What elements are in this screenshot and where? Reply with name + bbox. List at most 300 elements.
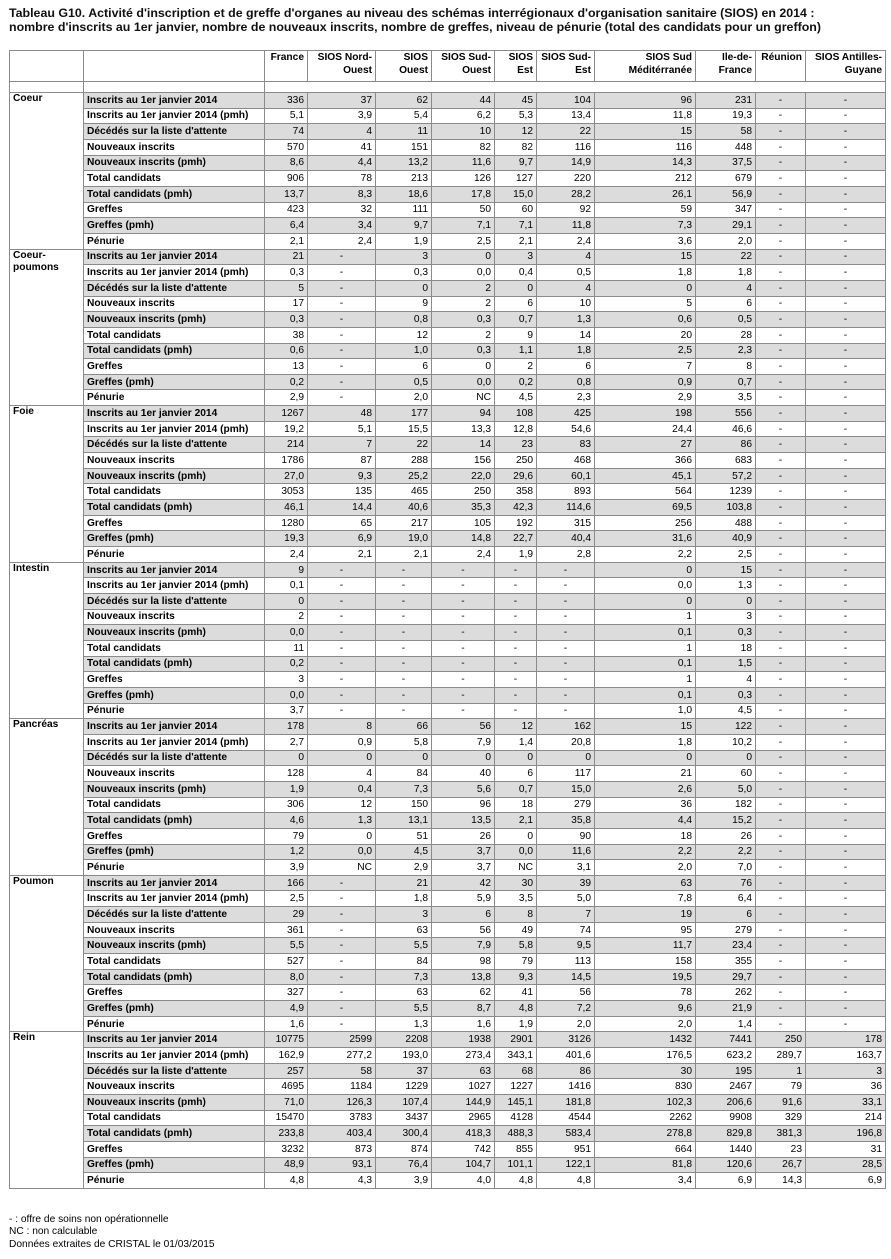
table-cell: 51	[376, 828, 432, 844]
table-cell: 13,1	[376, 813, 432, 829]
table-cell: 37	[376, 1063, 432, 1079]
table-cell: -	[756, 672, 806, 688]
table-cell: 84	[376, 954, 432, 970]
table-cell: 3,5	[495, 891, 537, 907]
table-row	[10, 531, 886, 547]
table-row	[10, 155, 886, 171]
table-row	[10, 1079, 886, 1095]
table-cell: 122,1	[537, 1157, 595, 1173]
table-cell: -	[308, 875, 376, 891]
row-label: Pénurie	[84, 547, 265, 563]
table-cell: 92	[537, 202, 595, 218]
table-cell: -	[537, 640, 595, 656]
table-row	[10, 1126, 886, 1142]
row-label: Greffes (pmh)	[84, 687, 265, 703]
table-cell: -	[806, 609, 886, 625]
table-cell: -	[806, 922, 886, 938]
table-cell: 91,6	[756, 1095, 806, 1111]
table-cell: 0	[495, 750, 537, 766]
table-cell: -	[756, 500, 806, 516]
table-cell: 4,9	[265, 1001, 308, 1017]
table-cell: 4	[696, 672, 756, 688]
table-cell: 2,0	[696, 233, 756, 249]
table-row	[10, 312, 886, 328]
table-cell: 366	[595, 453, 696, 469]
table-cell: 42,3	[495, 500, 537, 516]
table-cell: 0,0	[432, 265, 495, 281]
table-cell: -	[806, 265, 886, 281]
table-cell: 22,7	[495, 531, 537, 547]
table-cell: 315	[537, 515, 595, 531]
table-row	[10, 1001, 886, 1017]
table-cell: 69,5	[595, 500, 696, 516]
table-cell: -	[308, 343, 376, 359]
table-cell: -	[432, 609, 495, 625]
table-cell: 12	[495, 719, 537, 735]
table-cell: 6,9	[308, 531, 376, 547]
table-row	[10, 750, 886, 766]
table-cell: 0	[696, 750, 756, 766]
table-cell: 2467	[696, 1079, 756, 1095]
table-cell: 23	[495, 437, 537, 453]
row-label: Total candidats (pmh)	[84, 500, 265, 516]
table-cell: 2,3	[696, 343, 756, 359]
table-cell: 465	[376, 484, 432, 500]
table-cell: 48,9	[265, 1157, 308, 1173]
table-cell: 9,6	[595, 1001, 696, 1017]
table-cell: 0,8	[376, 312, 432, 328]
table-cell: 14,4	[308, 500, 376, 516]
table-cell: -	[806, 312, 886, 328]
table-cell: 2,2	[595, 547, 696, 563]
table-cell: 3053	[265, 484, 308, 500]
table-cell: 2,4	[265, 547, 308, 563]
table-row	[10, 797, 886, 813]
table-cell: 4,4	[308, 155, 376, 171]
table-cell: 37,5	[696, 155, 756, 171]
table-row	[10, 656, 886, 672]
table-cell: 1,9	[265, 781, 308, 797]
table-cell: 23	[756, 1141, 806, 1157]
data-table	[9, 50, 886, 1189]
table-cell: -	[756, 280, 806, 296]
table-cell: 0	[265, 594, 308, 610]
table-cell: -	[806, 202, 886, 218]
table-cell: -	[376, 625, 432, 641]
table-cell: 0,3	[432, 312, 495, 328]
table-cell: 4	[696, 280, 756, 296]
table-cell: 664	[595, 1141, 696, 1157]
table-cell: 2	[495, 359, 537, 375]
table-cell: 196,8	[806, 1126, 886, 1142]
table-cell: 893	[537, 484, 595, 500]
table-cell: 96	[432, 797, 495, 813]
table-cell: 2,2	[595, 844, 696, 860]
table-cell: 3,7	[432, 860, 495, 876]
table-cell: 3,9	[376, 1173, 432, 1189]
table-cell: 40,4	[537, 531, 595, 547]
row-label: Inscrits au 1er janvier 2014 (pmh)	[84, 265, 265, 281]
table-cell: 6	[696, 296, 756, 312]
table-cell: 23,4	[696, 938, 756, 954]
table-cell: 257	[265, 1063, 308, 1079]
table-cell: 278,8	[595, 1126, 696, 1142]
table-cell: -	[308, 609, 376, 625]
table-cell: 79	[265, 828, 308, 844]
row-label: Total candidats	[84, 327, 265, 343]
table-cell: 11,7	[595, 938, 696, 954]
row-label: Décédés sur la liste d'attente	[84, 594, 265, 610]
table-cell: 8	[308, 719, 376, 735]
table-cell: 0,6	[595, 312, 696, 328]
table-cell: 0,5	[537, 265, 595, 281]
table-cell: 19,3	[265, 531, 308, 547]
table-cell: 19,5	[595, 969, 696, 985]
table-cell: 1	[756, 1063, 806, 1079]
table-cell: -	[537, 625, 595, 641]
table-cell: -	[806, 813, 886, 829]
table-cell: -	[537, 656, 595, 672]
table-cell: 33,1	[806, 1095, 886, 1111]
table-cell: 1,3	[537, 312, 595, 328]
table-cell: -	[495, 656, 537, 672]
table-cell: -	[537, 703, 595, 719]
table-cell: 0,4	[308, 781, 376, 797]
table-cell: -	[756, 891, 806, 907]
table-cell: 113	[537, 954, 595, 970]
table-cell: 13,3	[432, 421, 495, 437]
table-cell: 556	[696, 406, 756, 422]
table-cell: 6,2	[432, 108, 495, 124]
table-cell: -	[432, 656, 495, 672]
table-cell: 45	[495, 93, 537, 109]
table-cell: 358	[495, 484, 537, 500]
table-cell: 10775	[265, 1032, 308, 1048]
table-cell: 1,8	[537, 343, 595, 359]
row-label: Inscrits au 1er janvier 2014 (pmh)	[84, 734, 265, 750]
table-cell: 4695	[265, 1079, 308, 1095]
table-cell: 82	[432, 139, 495, 155]
organ-label: Coeur-poumons	[10, 249, 84, 406]
table-cell: 14,9	[537, 155, 595, 171]
table-row	[10, 108, 886, 124]
table-cell: -	[432, 578, 495, 594]
table-cell: 93,1	[308, 1157, 376, 1173]
table-cell: -	[806, 186, 886, 202]
table-cell: 71,0	[265, 1095, 308, 1111]
row-label: Greffes (pmh)	[84, 1001, 265, 1017]
table-cell: 4544	[537, 1110, 595, 1126]
table-cell: 951	[537, 1141, 595, 1157]
table-row	[10, 578, 886, 594]
table-cell: 60	[696, 766, 756, 782]
table-cell: 5,4	[376, 108, 432, 124]
table-cell: 2,8	[537, 547, 595, 563]
table-row	[10, 202, 886, 218]
table-row	[10, 406, 886, 422]
table-cell: -	[756, 437, 806, 453]
table-cell: 0	[595, 562, 696, 578]
table-cell: 198	[595, 406, 696, 422]
table-cell: -	[806, 515, 886, 531]
table-cell: -	[308, 891, 376, 907]
table-cell: 3,7	[432, 844, 495, 860]
table-cell: 288	[376, 453, 432, 469]
table-cell: -	[756, 374, 806, 390]
table-cell: 289,7	[756, 1048, 806, 1064]
organ-label: Poumon	[10, 875, 84, 1032]
table-body	[10, 93, 886, 1189]
table-cell: -	[806, 421, 886, 437]
table-cell: NC	[308, 860, 376, 876]
table-cell: 3	[806, 1063, 886, 1079]
table-cell: 9,7	[376, 218, 432, 234]
table-cell: -	[806, 359, 886, 375]
table-cell: 0	[696, 594, 756, 610]
table-cell: 102,3	[595, 1095, 696, 1111]
table-cell: 9908	[696, 1110, 756, 1126]
table-cell: 2901	[495, 1032, 537, 1048]
table-row	[10, 625, 886, 641]
table-cell: 0,7	[696, 374, 756, 390]
table-cell: 3	[696, 609, 756, 625]
table-row	[10, 374, 886, 390]
table-cell: 22	[696, 249, 756, 265]
table-cell: -	[756, 547, 806, 563]
table-cell: 5,5	[376, 938, 432, 954]
table-cell: 78	[595, 985, 696, 1001]
table-cell: 14,3	[595, 155, 696, 171]
row-label: Greffes (pmh)	[84, 1157, 265, 1173]
table-cell: -	[376, 578, 432, 594]
table-cell: 178	[265, 719, 308, 735]
table-cell: 9,5	[537, 938, 595, 954]
table-row	[10, 672, 886, 688]
table-cell: -	[756, 797, 806, 813]
table-cell: -	[806, 1016, 886, 1032]
table-cell: 26	[696, 828, 756, 844]
table-cell: 182	[696, 797, 756, 813]
table-row	[10, 828, 886, 844]
table-cell: 7,9	[432, 734, 495, 750]
table-cell: 564	[595, 484, 696, 500]
table-cell: 3437	[376, 1110, 432, 1126]
table-cell: 0,0	[308, 844, 376, 860]
organ-label: Pancréas	[10, 719, 84, 876]
table-cell: 2,9	[595, 390, 696, 406]
row-label: Inscrits au 1er janvier 2014 (pmh)	[84, 108, 265, 124]
table-cell: 1,9	[376, 233, 432, 249]
table-cell: 193,0	[376, 1048, 432, 1064]
table-cell: -	[537, 578, 595, 594]
table-cell: 2,1	[308, 547, 376, 563]
table-cell: 401,6	[537, 1048, 595, 1064]
table-cell: 277,2	[308, 1048, 376, 1064]
table-cell: 468	[537, 453, 595, 469]
table-cell: 21	[376, 875, 432, 891]
row-label: Inscrits au 1er janvier 2014 (pmh)	[84, 578, 265, 594]
data-table-container	[9, 50, 886, 1189]
table-cell: 0	[595, 750, 696, 766]
table-cell: -	[806, 406, 886, 422]
table-cell: 62	[376, 93, 432, 109]
table-cell: -	[376, 640, 432, 656]
table-cell: -	[756, 687, 806, 703]
table-row	[10, 734, 886, 750]
table-row	[10, 421, 886, 437]
table-cell: -	[495, 640, 537, 656]
table-cell: 78	[308, 171, 376, 187]
table-cell: 166	[265, 875, 308, 891]
table-cell: 56	[432, 719, 495, 735]
table-cell: 30	[495, 875, 537, 891]
organ-label: Foie	[10, 406, 84, 563]
table-cell: 87	[308, 453, 376, 469]
table-cell: 7,3	[595, 218, 696, 234]
table-cell: 0,0	[265, 625, 308, 641]
table-cell: 122	[696, 719, 756, 735]
table-row	[10, 985, 886, 1001]
table-cell: 2,3	[537, 390, 595, 406]
table-cell: 1938	[432, 1032, 495, 1048]
header-row	[10, 51, 886, 82]
table-row	[10, 1110, 886, 1126]
table-cell: -	[756, 719, 806, 735]
table-cell: -	[308, 249, 376, 265]
table-cell: -	[495, 687, 537, 703]
table-cell: 13,7	[265, 186, 308, 202]
table-cell: 38	[265, 327, 308, 343]
table-cell: 1432	[595, 1032, 696, 1048]
table-cell: 18	[495, 797, 537, 813]
row-label: Pénurie	[84, 1016, 265, 1032]
table-cell: -	[756, 265, 806, 281]
table-cell: 0,6	[265, 343, 308, 359]
table-cell: 0	[595, 280, 696, 296]
table-cell: 2,0	[537, 1016, 595, 1032]
table-cell: 0,3	[696, 625, 756, 641]
table-cell: 5,6	[432, 781, 495, 797]
table-cell: -	[308, 907, 376, 923]
table-cell: -	[308, 656, 376, 672]
table-cell: 1,6	[432, 1016, 495, 1032]
table-cell: 4,8	[495, 1173, 537, 1189]
table-cell: 36	[595, 797, 696, 813]
table-cell: 403,4	[308, 1126, 376, 1142]
footnote: NC : non calculable	[9, 1226, 98, 1238]
table-cell: 5	[265, 280, 308, 296]
table-cell: 0,9	[595, 374, 696, 390]
table-cell: 361	[265, 922, 308, 938]
table-cell: -	[756, 969, 806, 985]
table-cell: 8	[696, 359, 756, 375]
table-cell: 7,1	[495, 218, 537, 234]
table-cell: -	[756, 938, 806, 954]
table-cell: 36	[806, 1079, 886, 1095]
spacer-row	[10, 82, 886, 93]
table-cell: 7,0	[696, 860, 756, 876]
table-cell: 56	[432, 922, 495, 938]
table-cell: 19	[595, 907, 696, 923]
table-row	[10, 500, 886, 516]
table-cell: -	[806, 891, 886, 907]
table-row	[10, 453, 886, 469]
table-cell: 28,2	[537, 186, 595, 202]
table-cell: 145,1	[495, 1095, 537, 1111]
table-cell: 181,8	[537, 1095, 595, 1111]
footnote: - : offre de soins non opérationnelle	[9, 1214, 169, 1225]
table-cell: 3,4	[595, 1173, 696, 1189]
row-label: Total candidats	[84, 954, 265, 970]
table-cell: 176,5	[595, 1048, 696, 1064]
table-row	[10, 594, 886, 610]
row-label: Greffes	[84, 515, 265, 531]
row-label: Nouveaux inscrits	[84, 609, 265, 625]
table-cell: 12	[376, 327, 432, 343]
row-label: Inscrits au 1er janvier 2014	[84, 719, 265, 735]
header-blank-label	[84, 51, 265, 82]
table-cell: 0,3	[265, 265, 308, 281]
table-cell: 7	[595, 359, 696, 375]
table-cell: 873	[308, 1141, 376, 1157]
table-cell: 116	[595, 139, 696, 155]
table-cell: 13,8	[432, 969, 495, 985]
table-cell: 220	[537, 171, 595, 187]
table-cell: -	[806, 750, 886, 766]
table-cell: 17	[265, 296, 308, 312]
table-cell: 2,0	[595, 1016, 696, 1032]
col-header: SIOS Sud-Est	[537, 51, 595, 82]
table-cell: 35,3	[432, 500, 495, 516]
table-row	[10, 484, 886, 500]
table-cell: 1,6	[265, 1016, 308, 1032]
table-cell: 14	[432, 437, 495, 453]
table-cell: 11,8	[595, 108, 696, 124]
table-row	[10, 938, 886, 954]
table-cell: 7,1	[432, 218, 495, 234]
table-cell: 7,9	[432, 938, 495, 954]
table-cell: -	[756, 249, 806, 265]
table-cell: -	[806, 954, 886, 970]
row-label: Total candidats (pmh)	[84, 1126, 265, 1142]
table-cell: 54,6	[537, 421, 595, 437]
table-cell: -	[806, 296, 886, 312]
table-cell: 2,5	[432, 233, 495, 249]
table-cell: -	[806, 672, 886, 688]
table-cell: -	[756, 421, 806, 437]
table-cell: 26	[432, 828, 495, 844]
table-cell: -	[432, 672, 495, 688]
table-cell: 0	[432, 359, 495, 375]
table-cell: 0	[308, 750, 376, 766]
spacer-cell	[84, 82, 265, 93]
table-cell: 14,8	[432, 531, 495, 547]
table-cell: 1,9	[495, 1016, 537, 1032]
table-cell: 2,2	[696, 844, 756, 860]
col-header: Ile-de-France	[696, 51, 756, 82]
table-cell: 62	[432, 985, 495, 1001]
table-cell: -	[308, 640, 376, 656]
table-cell: 46,6	[696, 421, 756, 437]
table-cell: 6,9	[806, 1173, 886, 1189]
table-cell: 26,7	[756, 1157, 806, 1173]
table-cell: -	[432, 625, 495, 641]
table-cell: 4,8	[495, 1001, 537, 1017]
table-cell: 27	[595, 437, 696, 453]
table-cell: 7441	[696, 1032, 756, 1048]
table-row	[10, 359, 886, 375]
table-cell: 27,0	[265, 468, 308, 484]
